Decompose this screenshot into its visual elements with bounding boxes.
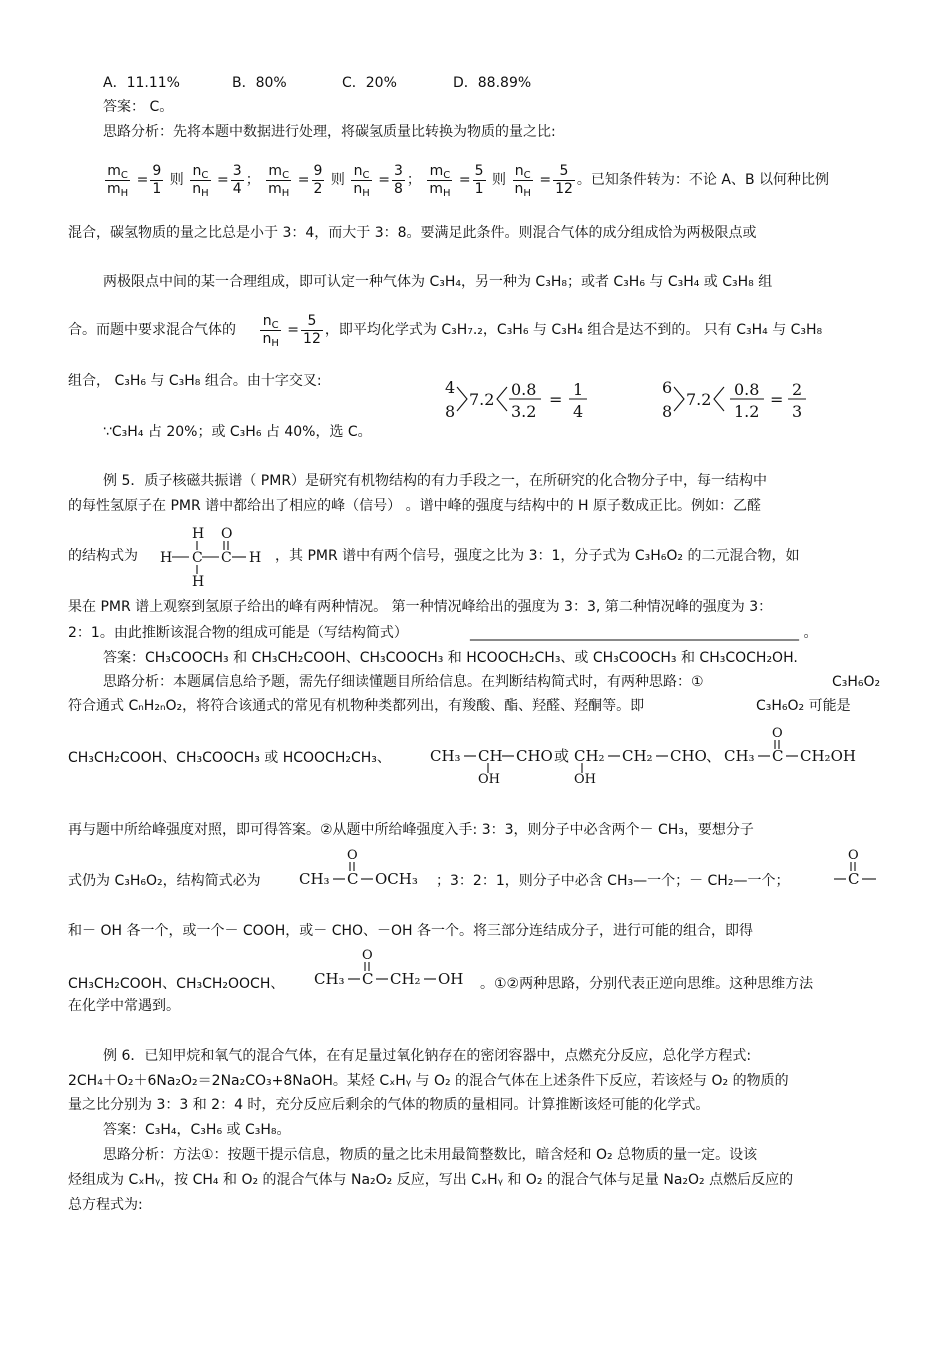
frac-5-12: $\frac{5}{12}$ [555,162,573,197]
example5-line3-b: ，其 PMR 谱中有两个信号，强度之比为 3：1，分子式为 C₃H₆O₂ 的二元混合物，如 [275,548,800,564]
svg-text:H: H [160,550,173,566]
analysis5-line1-formula: C₃H₆O₂ [832,674,881,690]
svg-text:O: O [362,948,373,963]
analysis5-line7-b: 。①②两种思路，分别代表正逆向思维。这种思维方法 [480,976,814,992]
carbonyl-group [830,846,880,890]
svg-text:O: O [221,526,233,542]
methyl-acetate-structure [297,846,427,890]
svg-text:C: C [192,550,203,566]
cross2-g: 3 [792,402,803,421]
cross1-c: 7.2 [469,390,495,409]
cross1-b: 8 [445,402,456,421]
option-c: C．20% [342,75,397,91]
example6-line2: 2CH₄＋O₂＋6Na₂O₂＝2Na₂CO₃+8NaOH。某烃 CₓHᵧ 与 O₂ 的混合气体在上述条件下反应，若该烃与 O₂ 的物质的 [68,1073,789,1089]
svg-text:C: C [221,550,232,566]
analysis-4: 思路分析：先将本题中数据进行处理，将碳氢质量比转换为物质的量之比: [103,124,556,140]
option-a: A．11.11% [103,75,180,91]
answer-6: 答案：C₃H₄，C₃H₆ 或 C₃H₈。 [103,1122,291,1138]
svg-text:O: O [772,726,783,741]
cross1-e: 3.2 [511,402,537,421]
line-zuhe: 组合， C₃H₆ 与 C₃H₈ 组合。由十字交叉: [68,373,322,389]
svg-text:CH: CH [478,747,503,765]
svg-text:CH₂: CH₂ [574,747,605,765]
example5-line3-a: 的结构式为 [68,548,138,564]
svg-text:CH₂OH: CH₂OH [800,747,856,765]
line-mix: 混合，碳氢物质的量之比总是小于 3：4，而大于 3：8。要满足此条件。则混合气体的成分组成恰为两极限点或 [68,225,757,241]
cross1-g: 4 [573,402,584,421]
frac-9-1: $\frac{9}{1}$ [152,162,162,197]
cross2-b: 8 [662,402,673,421]
frac-nc-nh-1: $\frac{n_C}{n_H}$ [192,162,209,199]
answer-5: 答案：CH₃COOCH₃ 和 CH₃CH₂COOH、CH₃COOCH₃ 和 HCOOCH₂CH₃、或 CH₃COOCH₃ 和 CH₃COCH₂OH. [103,650,798,666]
svg-text:H: H [192,574,205,589]
frac-3-4: $\frac{3}{4}$ [232,162,242,197]
cross2-f: 2 [792,380,803,399]
analysis5-line8: 在化学中常遇到。 [68,998,180,1014]
svg-text:CH₂: CH₂ [622,747,653,765]
analysis5-line6: 和－ OH 各一个，或一个－ COOH，或－ CHO、－OH 各一个。将三部分连结成分子，进行可能的组合，即得 [68,923,754,939]
svg-text:C: C [347,870,359,888]
example5-line4: 果在 PMR 谱上观察到氢原子给出的峰有两种情况。 第一种情况峰给出的强度为 3：3, 第二种情况峰的强度为 3： [68,599,773,615]
svg-text:或: 或 [554,747,570,765]
option-d: D．88.89% [453,75,532,91]
structure-row-isomers [428,725,858,785]
analysis5-line4: 再与题中所给峰强度对照，即可得答案。②从题中所给峰强度入手: 3：3，则分子中必含两个－ CH₃，要想分子 [68,822,754,838]
cross1-bracket-right [497,387,507,411]
svg-text:C: C [772,747,784,765]
cross2-e: 1.2 [734,402,760,421]
cross2-a: 6 [662,378,673,397]
analysis5-line3: CH₃CH₂COOH、CH₃COOCH₃ 或 HCOOCH₂CH₃、 [68,750,391,766]
analysis5-line2: 符合通式 CₙH₂ₙO₂，将符合该通式的常见有机物种类都列出，有羧酸、酯、羟醛、羟酮等。即 [68,698,645,714]
svg-text:=: = [549,390,563,409]
analysis5-line7-a: CH₃CH₂COOH、CH₃CH₂OOCH、 [68,976,285,992]
svg-text:OH: OH [574,772,596,785]
cross1-d: 0.8 [511,380,537,399]
answer-blank-5[interactable]: _______________________________________________ 。 [470,625,818,641]
line-conclusion: ∵C₃H₄ 占 20%；或 C₃H₆ 占 40%，选 C。 [103,424,372,440]
example5-line2: 的每性氢原子在 PMR 谱中都给出了相应的峰（信号） 。谱中峰的强度与结构中的 H 原子数成正比。例如：乙醛 [68,498,762,514]
analysis6-line1: 思路分析：方法①：按题干提示信息，物质的量之比未用最简整数比，暗含烃和 O₂ 总物质的量一定。设该 [103,1147,758,1163]
svg-text:CH₃: CH₃ [724,747,755,765]
cross-diagram-2 [660,375,810,425]
svg-text:H: H [192,526,205,542]
acetaldehyde-structure [158,525,268,589]
frac-nc-nh-2: $\frac{n_C}{n_H}$ [353,162,370,199]
frac-nc-nh-3: $\frac{n_C}{n_H}$ [514,162,531,199]
svg-text:CH₃: CH₃ [299,870,330,888]
analysis5-line5-b: ；3：2：1，则分子中必含 CH₃—一个；－ CH₂—一个； [436,873,790,889]
example6-line3: 量之比分别为 3：3 和 2：4 时，充分反应后剩余的气体的物质的量相同。计算推断该烃可能的化学式。 [68,1097,710,1113]
cross2-bracket-right [714,387,724,411]
svg-text:CH₃: CH₃ [314,970,345,988]
ratio-equation: $\frac{m_C}{m_H}$ = $\frac{9}{1}$ 则 $\frac{n_C}{n_H}$ = $\frac{3}{4}$ ； $\frac{m_C}{m_H}$ = $\frac{9}{2}$ 则 $\frac{n_C}{n_H}$ = $\frac{3}{8}$ ； $\frac{m_C}{m_H}$ = $\frac{5}{1}$ 则 $\frac{n_C}{n_H}$ = $\frac{5}{12}$ 。已知条件转为：不论 A、B 以何种比例 [107,162,830,199]
cross1-f: 1 [573,380,584,399]
frac-mc-mh-2: $\frac{m_C}{m_H}$ [268,162,290,199]
svg-text:OH: OH [438,970,464,988]
cross-diagram-1 [443,375,593,425]
svg-text:O: O [347,848,358,863]
line-he: 合。而题中要求混合气体的 $\frac{n_C}{n_H}$ = $\frac{5}{12}$ ，即平均化学式为 C₃H₇.₂，C₃H₆ 与 C₃H₄ 组合是达不到的。 只有 C₃H₄ 与 C₃H₈ [68,312,823,349]
cross2-bracket-left [674,387,684,411]
line-mid: 两极限点中间的某一合理组成，即可认定一种气体为 C₃H₄，另一种为 C₃H₈；或者 C₃H₆ 与 C₃H₄ 或 C₃H₈ 组 [103,274,773,290]
analysis6-line3: 总方程式为: [68,1197,143,1213]
svg-text:C: C [848,870,860,888]
svg-text:O: O [848,848,859,863]
svg-text:H: H [249,550,262,566]
svg-text:=: = [770,390,784,409]
svg-text:OCH₃: OCH₃ [375,870,418,888]
cross1-a: 4 [445,378,456,397]
cross1-bracket-left [457,387,467,411]
svg-text:CHO: CHO [670,747,707,765]
svg-text:C: C [362,970,374,988]
answer-4: 答案： C。 [103,99,174,115]
frac-5-12-b: $\frac{5}{12}$ [303,312,321,347]
analysis6-line2: 烃组成为 CₓHᵧ，按 CH₄ 和 O₂ 的混合气体与 Na₂O₂ 反应，写出 CₓHᵧ 和 O₂ 的混合气体与足量 Na₂O₂ 点燃后反应的 [68,1172,794,1188]
hydroxyacetone-structure [312,946,472,990]
frac-5-1: $\frac{5}{1}$ [474,162,484,197]
option-b: B．80% [232,75,287,91]
svg-text:CHO: CHO [516,747,553,765]
frac-mc-mh-3: $\frac{m_C}{m_H}$ [429,162,451,199]
example5-line5: 2：1。由此推断该混合物的组成可能是（写结构简式） [68,625,408,641]
cross2-d: 0.8 [734,380,760,399]
example5-line1: 例 5．质子核磁共振谱（ PMR）是研究有机物结构的有力手段之一，在所研究的化合物分子中，每一结构中 [103,473,768,489]
frac-nc-nh-4: $\frac{n_C}{n_H}$ [262,312,279,349]
frac-3-8: $\frac{3}{8}$ [393,162,403,197]
analysis5-line5-a: 式仍为 C₃H₆O₂，结构简式必为 [68,873,261,889]
frac-mc-mh-1: $\frac{m_C}{m_H}$ [107,162,129,199]
cross2-c: 7.2 [686,390,712,409]
analysis5-line2-formula: C₃H₆O₂ 可能是 [756,698,851,714]
svg-text:CH₃: CH₃ [430,747,461,765]
svg-text:OH: OH [478,772,500,785]
example6-line1: 例 6．已知甲烷和氧气的混合气体，在有足量过氧化钠存在的密闭容器中，点燃充分反应，总化学方程式: [103,1048,752,1064]
svg-text:、: 、 [706,747,722,765]
analysis5-line1: 思路分析：本题属信息给予题，需先仔细读懂题目所给信息。在判断结构简式时，有两种思路：① [103,674,704,690]
frac-9-2: $\frac{9}{2}$ [313,162,323,197]
svg-text:CH₂: CH₂ [390,970,421,988]
